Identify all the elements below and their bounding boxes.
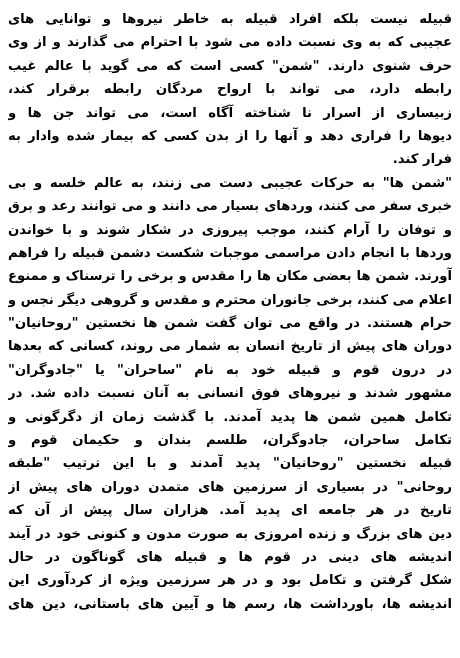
text-line: عجیبی که به وی نسبت داده می شود با احترام می گذارند و از وی [8, 35, 452, 51]
text-line: قبیله نخستین "روحانیان" پدید آمدند و با این ترتیب "طبقه [8, 456, 452, 472]
text-line: فرار کند. [392, 152, 452, 168]
body-text [8, 8, 452, 616]
text-line: وردها با انجام دادن مراسمی موجبات شکست دشمن قبیله را فراهم [8, 245, 452, 261]
text-line: روحانی" در بسیاری از سرزمین های متمدن دوران های پیش از [8, 479, 452, 495]
text-line: دیوها را فراری دهد و آنها را از بدن کسی که بیمار شده وادار به [8, 128, 452, 144]
text-line: اندیشه های دینی در قوم ها و قبیله های گوناگون در حال [8, 549, 452, 565]
paragraph-1 [8, 8, 452, 172]
text-line: اندیشه ها، باورداشت ها، رسم ها و آیین های باستانی، دین های [8, 596, 452, 612]
text-line: خبری سفر می کنند، وردهای بسیار می دانند و می توانند رعد و برق [8, 199, 452, 215]
text-line: تکامل ساحران، جادوگران، طلسم بندان و حکیمان قوم و [8, 433, 452, 449]
text-line: قبیله نیست بلکه افراد قبیله به خاطر نیروها و توانایی های [8, 12, 452, 27]
text-line: دوران های پیش از تاریخ انسان به شمار می روند، کسانی که بعدها [8, 339, 452, 355]
text-line: تکامل همین شمن ها پدید آمدند. با گذشت زمان از دگرگونی و [8, 409, 452, 425]
text-line: حرف شنوی دارند. "شمن" کسی است که می گوید با عالم غیب [8, 58, 452, 74]
text-line: در درون قوم و قبیله خود به نام "ساحران" یا "جادوگران" [8, 362, 452, 378]
paragraph-2 [8, 172, 452, 616]
text-line: اعلام می کنند، برخی جانوران محترم و مقدس و گروهی دیگر نجس و [8, 292, 452, 308]
text-line: رابطه دارد، می تواند با ارواح مردگان رابطه برقرار کند، [8, 82, 452, 98]
text-line: حرام هستند. در واقع می توان گفت شمن ها نخستین "روحانیان" [8, 316, 452, 332]
text-line: زبیساری از اسرار نا شناخته آگاه است، می تواند جن ها و [8, 105, 452, 121]
text-line: تاریخ در هر جامعه ای پدید آمد. هزاران سال پیش از آن که [8, 503, 452, 519]
text-line: آورند. شمن ها بعضی مکان ها را مقدس و برخی را ترسناک و ممنوع [8, 269, 452, 285]
text-line: مشهور شدند و نیروهای فوق انسانی به آنان نسبت داده شد. در [8, 386, 452, 402]
text-line: و توفان را آرام کنند، موجب پیروزی در شکار شوند و با خواندن [8, 222, 452, 238]
text-line: شکل گرفتن و تکامل بود و در هر سرزمین ویژه از کردآوری این [8, 573, 452, 589]
text-line: "شمن ها" به حرکات عجیبی دست می زنند، به عالم خلسه و بی [8, 175, 452, 191]
text-line: دین های بزرگ و زنده امروزی به صورت مدون و کنونی خود در آیند [8, 526, 452, 542]
